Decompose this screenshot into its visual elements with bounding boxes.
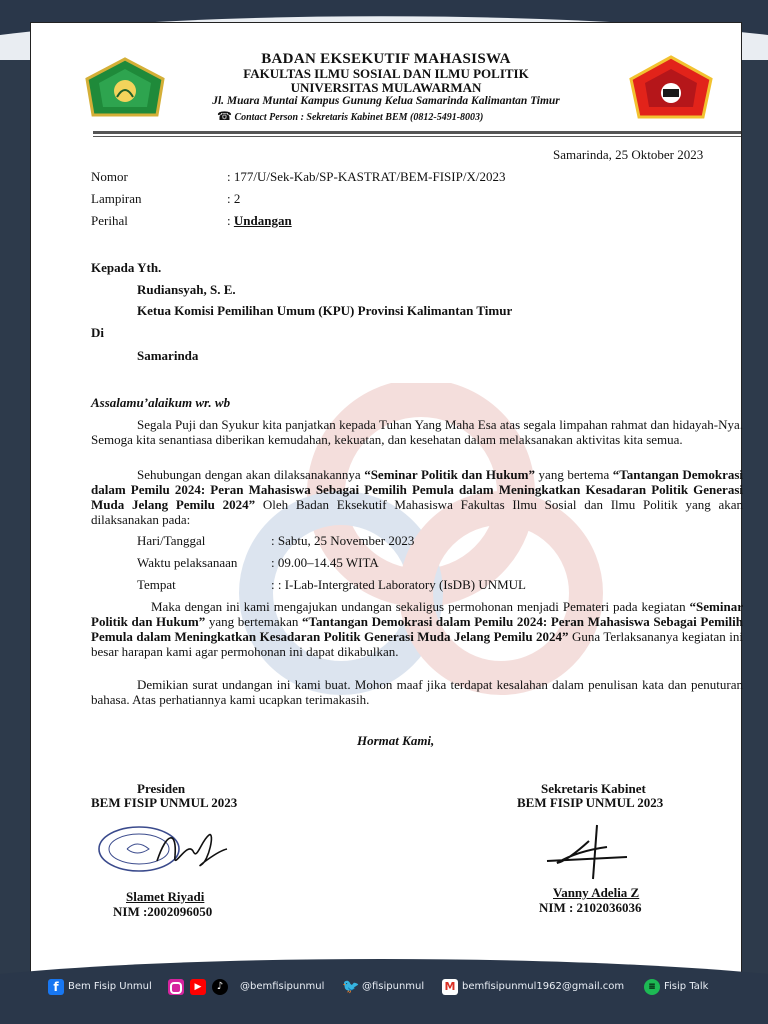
sign-left-nim: NIM :2002096050 — [113, 904, 213, 919]
detail-label-place: Tempat — [137, 577, 176, 592]
footer-facebook[interactable]: Bem Fisip Unmul — [68, 981, 152, 992]
contact-text: Contact Person : Sekretaris Kabinet BEM (0812-5491-8003) — [234, 112, 484, 123]
header-rule — [93, 131, 741, 134]
university-name: UNIVERSITAS MULAWARMAN — [290, 80, 482, 95]
address: Jl. Muara Muntai Kampus Gunung Kelua Samarinda Kalimantan Timur — [212, 95, 560, 107]
header-rule-thin — [93, 136, 741, 137]
recipient-di: Di — [91, 325, 104, 340]
recipient-position: Ketua Komisi Pemilihan Umum (KPU) Provinsi Kalimantan Timur — [137, 303, 513, 318]
recipient-greeting: Kepada Yth. — [91, 260, 162, 275]
p3-theme: “Tantangan Demokrasi dalam Pemilu 2024: Peran Mahasiswa Sebagai Pemilih Pemula dalam Meningkatkan Kesadaran Politik Generasi Muda Jelang Pemilu 2024” — [91, 614, 743, 644]
footer-spotify[interactable]: Fisip Talk — [664, 981, 709, 992]
phone-icon: ☎ — [217, 109, 232, 123]
sign-right-title: Sekretaris Kabinet — [541, 781, 646, 796]
salutation: Assalamu’alaikum wr. wb — [91, 395, 231, 410]
sign-left-name: Slamet Riyadi — [126, 889, 205, 904]
detail-value-time: : 09.00–14.45 WITA — [271, 555, 379, 570]
p2-theme: “Tantangan Demokrasi dalam Pemilu 2024: Peran Mahasiswa Sebagai Pemilih Pemula dalam Meningkatkan Kesadaran Politik Generasi Muda Jelang Pemilu 2024” — [91, 467, 744, 512]
faculty-name: FAKULTAS ILMU SOSIAL DAN ILMU POLITIK — [243, 66, 529, 81]
meta-label-perihal: Perihal — [91, 213, 128, 228]
p3-text-e: Guna Terlaksananya kegiatan ini besar harapan kami agar permohonan ini dapat dikabulkan. — [91, 629, 743, 659]
footer-instagram[interactable]: @bemfisipunmul — [240, 981, 325, 992]
sign-left-org: BEM FISIP UNMUL 2023 — [91, 795, 238, 810]
meta-value-perihal — [227, 213, 292, 228]
meta-colon: : — [227, 213, 234, 228]
instagram-icon[interactable] — [168, 979, 184, 995]
gmail-icon[interactable]: M — [442, 979, 458, 995]
sign-right-nim: NIM : 2102036036 — [539, 900, 642, 915]
tiktok-icon[interactable]: ♪ — [212, 979, 228, 995]
letter-page — [30, 22, 742, 1000]
detail-value-date: : Sabtu, 25 November 2023 — [271, 533, 415, 548]
meta-label-lampiran: Lampiran — [91, 191, 142, 206]
spotify-icon[interactable]: ≡ — [644, 979, 660, 995]
sign-right-org: BEM FISIP UNMUL 2023 — [517, 795, 664, 810]
p2-event-name: “Seminar Politik dan Hukum” — [364, 467, 535, 482]
recipient-name: Rudiansyah, S. E. — [137, 282, 236, 297]
sign-right-name: Vanny Adelia Z — [553, 885, 640, 900]
stamp-and-signature-left — [97, 821, 237, 883]
meta-value-nomor: : 177/U/Sek-Kab/SP-KASTRAT/BEM-FISIP/X/2023 — [227, 169, 506, 184]
body-paragraph-3 — [91, 599, 743, 659]
facebook-icon[interactable]: f — [48, 979, 64, 995]
org-name: BADAN EKSEKUTIF MAHASISWA — [261, 51, 511, 67]
detail-label-time: Waktu pelaksanaan — [137, 555, 238, 570]
meta-value-lampiran: : 2 — [227, 191, 241, 206]
body-paragraph-4: Demikian surat undangan ini kami buat. Mohon maaf jika terdapat kesalahan dalam penulisan kata dan penuturan bahasa. Atas perhatiannya kami ucapkan terimakasih. — [91, 677, 743, 707]
p2-text-c: yang bertema — [535, 467, 613, 482]
body-paragraph-2 — [91, 467, 743, 527]
p3-event-name: “Seminar Politik dan Hukum” — [91, 599, 743, 629]
closing: Hormat Kami, — [357, 733, 435, 748]
body-paragraph-1: Segala Puji dan Syukur kita panjatkan kepada Tuhan Yang Maha Esa atas segala limpahan rahmat dan hidayah-Nya. Semoga kita senantiasa diberikan kemudahan, kekuatan, dan kesehatan dalam melaksanakan aktivitas kita semua. — [91, 417, 743, 447]
contact-person — [217, 109, 483, 123]
footer-email[interactable]: bemfisipunmul1962@gmail.com — [462, 981, 625, 992]
p3-text-a: Maka dengan ini kami mengajukan undangan sekaligus permohonan menjadi Pemateri pada kegiatan — [151, 599, 690, 614]
detail-value-place: : : I-Lab-Intergrated Laboratory (IsDB) UNMUL — [271, 577, 526, 592]
letter-date: Samarinda, 25 Oktober 2023 — [553, 147, 704, 162]
detail-label-date: Hari/Tanggal — [137, 533, 206, 548]
p3-text-c: yang bertemakan — [205, 614, 303, 629]
meta-label-nomor: Nomor — [91, 169, 128, 184]
sign-left-title: Presiden — [137, 781, 186, 796]
footer-twitter[interactable]: @fisipunmul — [362, 981, 425, 992]
twitter-icon[interactable]: 🐦 — [342, 979, 360, 995]
p2-text-a: Sehubungan dengan akan dilaksanakannya — [137, 467, 365, 482]
youtube-icon[interactable]: ▶ — [190, 979, 206, 995]
p2-text-e: Oleh Badan Eksekutif Mahasiswa Fakultas Ilmu Sosial dan Ilmu Politik yang akan dilaksanakan pada: — [91, 497, 743, 527]
recipient-city: Samarinda — [137, 348, 199, 363]
signature-right — [537, 821, 637, 885]
perihal-subject: Undangan — [233, 213, 292, 228]
